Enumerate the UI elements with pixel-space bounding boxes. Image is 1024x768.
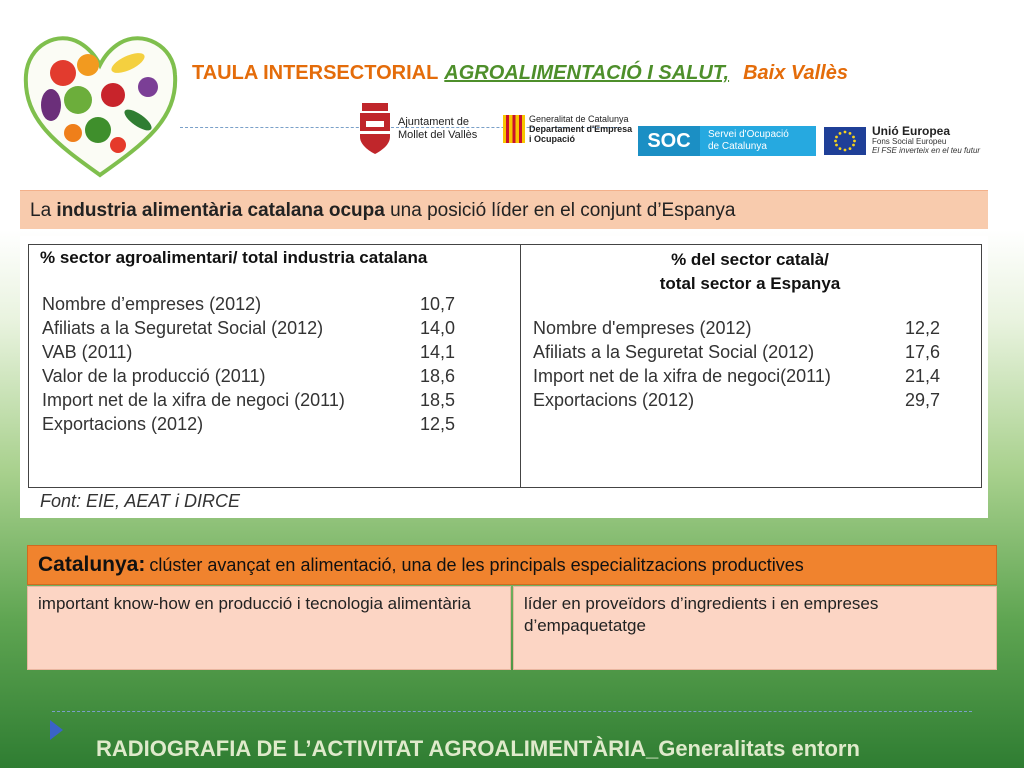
source-note: Font: EIE, AEAT i DIRCE	[40, 491, 241, 511]
soc-logo	[638, 126, 816, 156]
cluster-cell-knowhow: important know-how en producció i tecnologia alimentària	[27, 586, 511, 670]
page-title	[192, 62, 848, 85]
stat-row: Afiliats a la Seguretat Social (2012) 14,0	[42, 318, 456, 338]
soc-text-line1: Servei d'Ocupació	[708, 129, 789, 140]
stats-panel	[20, 236, 988, 518]
stat-row: Exportacions (2012) 12,5	[42, 414, 456, 434]
title-part2: AGROALIMENTACIÓ I SALUT,	[444, 62, 730, 84]
gencat-text-line3: i Ocupació	[529, 134, 576, 144]
play-arrow-icon	[50, 720, 63, 740]
footer-title: RADIOGRAFIA DE L’ACTIVITAT AGROALIMENTÀRIA_Generalitats entorn	[96, 736, 860, 761]
soc-text-line2: de Catalunya	[708, 141, 767, 152]
orange	[77, 54, 99, 76]
gencat-text-line2: Departament d'Empresa	[529, 124, 633, 134]
stat-row: Import net de la xifra de negoci (2011) 18,5	[42, 390, 456, 410]
gencat-text-line1: Generalitat de Catalunya	[529, 114, 629, 124]
mollet-text-line1: Ajuntament de	[398, 116, 469, 128]
intro-banner	[20, 190, 988, 229]
stat-row: Nombre d'empreses (2012) 12,2	[533, 318, 941, 338]
stat-row: Exportacions (2012) 29,7	[533, 390, 941, 410]
lettuce	[64, 86, 92, 114]
eu-flag-icon	[824, 127, 866, 155]
gencat-flag-icon	[503, 115, 525, 143]
soc-logo-text: SOC	[638, 126, 700, 156]
eu-text-line3: El FSE inverteix en el teu futur	[872, 146, 981, 155]
mollet-shield-icon	[358, 103, 392, 155]
eu-logo	[824, 126, 980, 156]
cluster-label: Catalunya:	[38, 553, 146, 576]
stat-row: Afiliats a la Seguretat Social (2012) 17,6	[533, 342, 941, 362]
eu-text-line2: Fons Social Europeu	[872, 137, 947, 146]
stat-row: Import net de la xifra de negoci(2011) 21,4	[533, 366, 941, 386]
cluster-table	[27, 545, 997, 670]
cluster-cell-suppliers: líder en proveïdors d’ingredients i en empreses d’empaquetatge	[513, 586, 997, 670]
apple	[101, 83, 125, 107]
footer-divider	[52, 711, 972, 712]
intro-text: La industria alimentària catalana ocupa una posició líder en el conjunt d’Espanya	[30, 200, 736, 221]
title-part3: Baix Vallès	[743, 62, 848, 84]
cluster-description: clúster avançat en alimentació, una de les principals especialitzacions productives	[149, 555, 804, 575]
heart-vegetables-logo	[18, 25, 183, 185]
grapes	[138, 77, 158, 97]
stat-row: Valor de la producció (2011) 18,6	[42, 366, 456, 386]
stat-row: Nombre d’empreses (2012) 10,7	[42, 294, 456, 314]
mollet-text-line2: Mollet del Vallès	[398, 129, 478, 141]
left-header: % sector agroalimentari/ total industria catalana	[40, 248, 428, 267]
right-header: % del sector català/ total sector a Espanya	[659, 250, 841, 293]
stat-row: VAB (2011) 14,1	[42, 342, 456, 362]
eu-text-line1: Unió Europea	[872, 124, 951, 138]
broccoli	[85, 117, 111, 143]
stats-divider	[520, 244, 521, 488]
cluster-header	[27, 545, 997, 585]
eggplant	[41, 89, 61, 121]
tomato	[50, 60, 76, 86]
gencat-logo	[503, 100, 632, 158]
carrot	[64, 124, 82, 142]
pepper	[110, 137, 126, 153]
title-part1: TAULA INTERSECTORIAL	[192, 62, 439, 84]
mollet-logo	[358, 100, 477, 158]
